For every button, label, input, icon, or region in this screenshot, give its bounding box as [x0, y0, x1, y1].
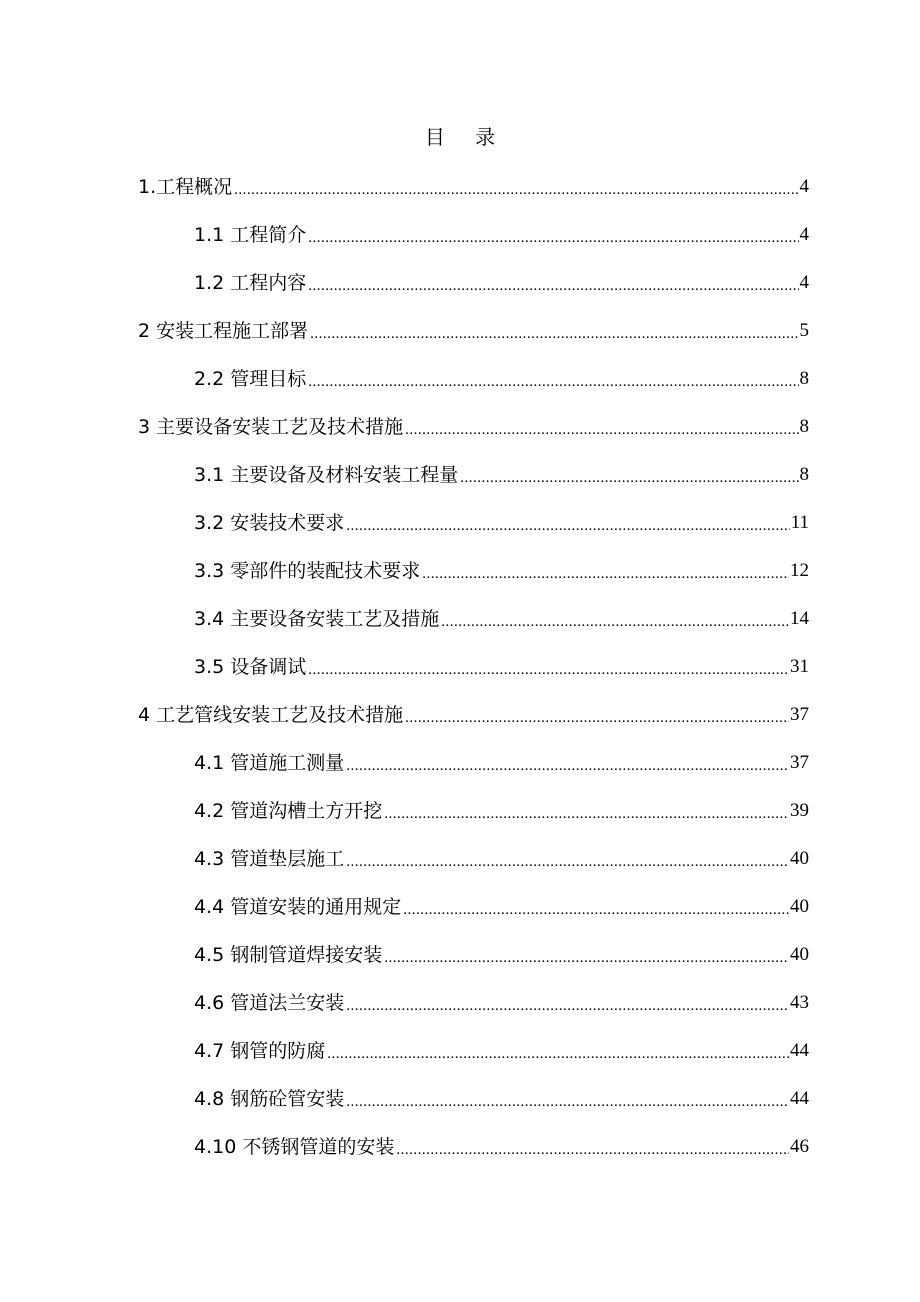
toc-entry-page: 46: [790, 1136, 809, 1157]
dot-leader: [346, 508, 789, 538]
toc-entry-page: 5: [799, 320, 809, 341]
toc-entry[interactable]: [194, 652, 809, 682]
toc-entry-label: 4 工艺管线安装工艺及技术措施: [138, 704, 404, 726]
dot-leader: [396, 1132, 789, 1162]
toc-entry-page: 14: [790, 608, 809, 629]
toc-entry-label: 4.3 管道垫层施工: [194, 848, 345, 870]
toc-entry-page: 39: [790, 800, 809, 821]
toc-entry-page: 40: [790, 896, 809, 917]
toc-entry-label: 4.1 管道施工测量: [194, 752, 345, 774]
toc-entry-page: 40: [790, 848, 809, 869]
toc-entry-page: 4: [799, 224, 809, 245]
dot-leader: [384, 796, 789, 826]
toc-entry[interactable]: [194, 220, 809, 250]
toc-entry-page: 43: [790, 992, 809, 1013]
toc-entry[interactable]: [194, 1036, 809, 1066]
toc-entry-page: 44: [790, 1088, 809, 1109]
toc-entry[interactable]: [194, 844, 809, 874]
toc-entry-page: 4: [799, 176, 809, 197]
dot-leader: [310, 316, 798, 346]
dot-leader: [422, 556, 789, 586]
dot-leader: [403, 892, 789, 922]
toc-entry[interactable]: [194, 1132, 809, 1162]
page-title: 目 录: [424, 125, 508, 149]
dot-leader: [346, 844, 789, 874]
dot-leader: [308, 364, 798, 394]
toc-entry[interactable]: [194, 988, 809, 1018]
toc-entry[interactable]: [194, 892, 809, 922]
toc-entry[interactable]: [194, 604, 809, 634]
toc-entry-page: 31: [790, 656, 809, 677]
toc-entry-label: 4.7 钢管的防腐: [194, 1040, 326, 1062]
dot-leader: [308, 220, 798, 250]
dot-leader: [460, 460, 798, 490]
toc-entry[interactable]: [194, 1084, 809, 1114]
toc-entry[interactable]: [194, 268, 809, 298]
toc-entry-label: 1.工程概况: [138, 176, 233, 198]
toc-entry-label: 3.5 设备调试: [194, 656, 307, 678]
toc-entry-page: 8: [799, 368, 809, 389]
toc-entry[interactable]: [138, 700, 809, 730]
toc-entry-label: 4.10 不锈钢管道的安装: [194, 1136, 395, 1158]
toc-entry[interactable]: [194, 748, 809, 778]
toc-entry[interactable]: [194, 508, 809, 538]
toc-entry-label: 3 主要设备安装工艺及技术措施: [138, 416, 404, 438]
dot-leader: [441, 604, 789, 634]
toc-entry[interactable]: [138, 412, 809, 442]
toc-entry[interactable]: [194, 940, 809, 970]
toc-entry-page: 40: [790, 944, 809, 965]
toc-entry-page: 37: [790, 752, 809, 773]
dot-leader: [405, 412, 798, 442]
toc-entry-label: 2.2 管理目标: [194, 368, 307, 390]
dot-leader: [346, 988, 789, 1018]
dot-leader: [405, 700, 789, 730]
dot-leader: [327, 1036, 789, 1066]
toc-entry-page: 8: [799, 416, 809, 437]
dot-leader: [384, 940, 789, 970]
toc-entry-page: 8: [799, 464, 809, 485]
dot-leader: [308, 652, 789, 682]
toc-entry[interactable]: [194, 460, 809, 490]
toc-entry[interactable]: [194, 796, 809, 826]
dot-leader: [346, 1084, 789, 1114]
toc-entry[interactable]: [138, 316, 809, 346]
toc-entry[interactable]: [194, 556, 809, 586]
toc-entry-label: 1.1 工程简介: [194, 224, 307, 246]
dot-leader: [234, 172, 798, 202]
toc-entry-label: 4.4 管道安装的通用规定: [194, 896, 402, 918]
toc-entry-label: 3.2 安装技术要求: [194, 512, 345, 534]
toc-entry-page: 4: [799, 272, 809, 293]
toc-entry-page: 37: [790, 704, 809, 725]
toc-entry-label: 1.2 工程内容: [194, 272, 307, 294]
toc-entry-page: 44: [790, 1040, 809, 1061]
toc-entry[interactable]: [194, 364, 809, 394]
toc-entry-label: 4.6 管道法兰安装: [194, 992, 345, 1014]
toc-entry-page: 11: [790, 512, 809, 533]
toc-entry-page: 12: [790, 560, 809, 581]
toc-entry[interactable]: [138, 172, 809, 202]
toc-entry-label: 4.5 钢制管道焊接安装: [194, 944, 383, 966]
dot-leader: [346, 748, 789, 778]
toc-entry-label: 2 安装工程施工部署: [138, 320, 309, 342]
toc-entry-label: 3.4 主要设备安装工艺及措施: [194, 608, 440, 630]
dot-leader: [308, 268, 798, 298]
toc-entry-label: 4.2 管道沟槽土方开挖: [194, 800, 383, 822]
toc-entry-label: 3.1 主要设备及材料安装工程量: [194, 464, 459, 486]
toc-entry-label: 4.8 钢筋砼管安装: [194, 1088, 345, 1110]
toc-entry-label: 3.3 零部件的装配技术要求: [194, 560, 421, 582]
